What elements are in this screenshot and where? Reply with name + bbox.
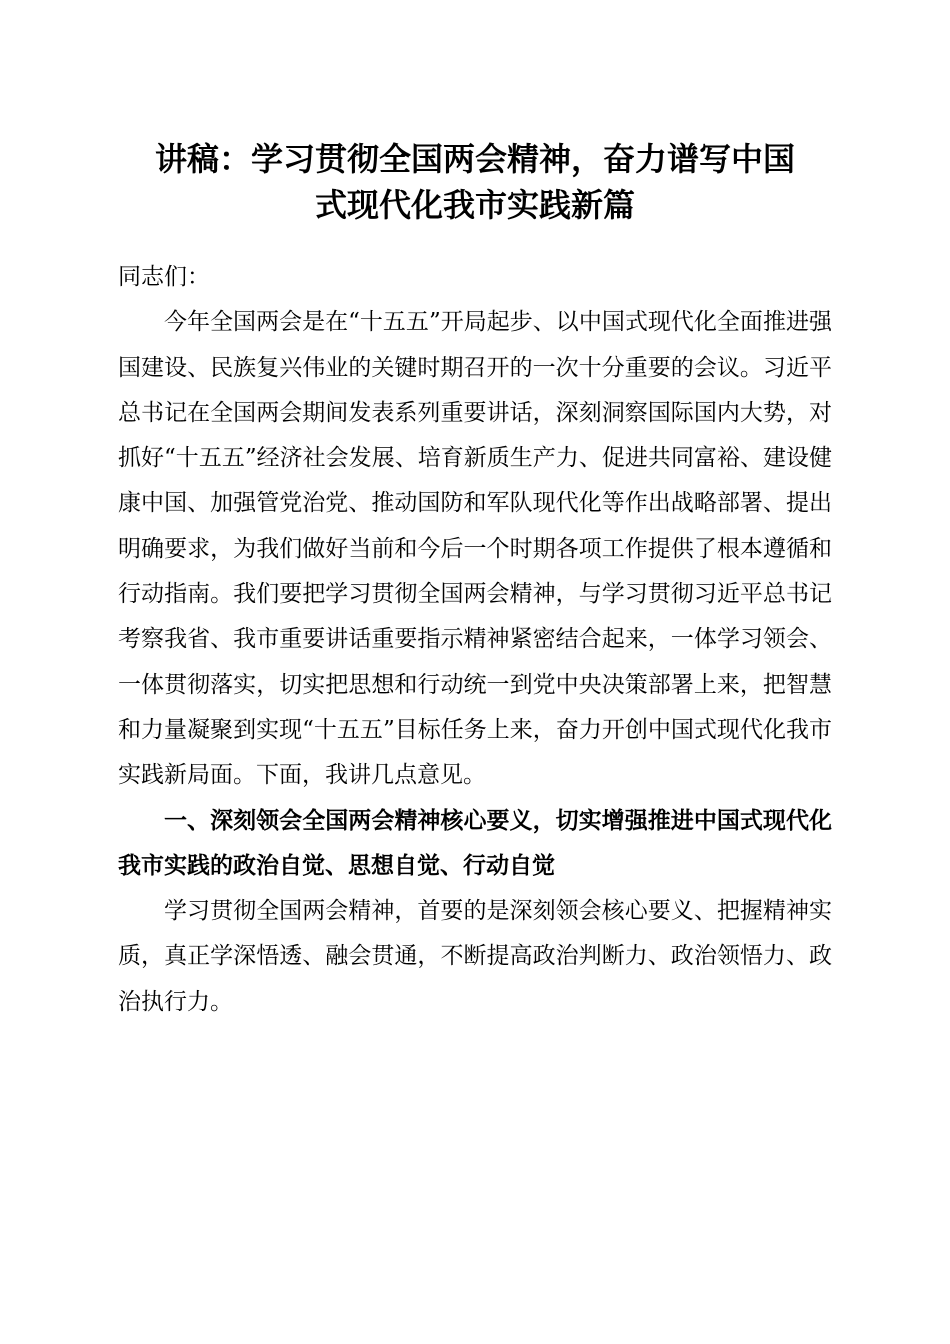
section-heading-1: 一、深刻领会全国两会精神核心要义，切实增强推进中国式现代化我市实践的政治自觉、思想自觉、行动自觉 xyxy=(118,807,832,879)
paragraph-section-1: 学习贯彻全国两会精神，首要的是深刻领会核心要义、把握精神实质，真正学深悟透、融会贯通，不断提高政治判断力、政治领悟力、政治执行力。 xyxy=(118,898,832,1015)
title-line-2: 式现代化我市实践新篇 xyxy=(314,186,635,224)
document-body xyxy=(118,255,832,1025)
title-line-1: 讲稿：学习贯彻全国两会精神，奋力谱写中国 xyxy=(154,140,795,178)
salutation: 同志们： xyxy=(118,264,210,290)
paragraph-intro: 今年全国两会是在“十五五”开局起步、以中国式现代化全面推进强国建设、民族复兴伟业的关键时期召开的一次十分重要的会议。习近平总书记在全国两会期间发表系列重要讲话，深刻洞察国际国内大势，对抓好“十五五”经济社会发展、培育新质生产力、促进共同富裕、建设健康中国、加强管党治党、推动国防和军队现代化等作出战略部署、提出明确要求，为我们做好当前和今后一个时期各项工作提供了根本遵循和行动指南。我们要把学习贯彻全国两会精神，与学习贯彻习近平总书记考察我省、我市重要讲话重要指示精神紧密结合起来，一体学习领会、一体贯彻落实，切实把思想和行动统一到党中央决策部署上来，把智慧和力量凝聚到实现“十五五”目标任务上来，奋力开创中国式现代化我市实践新局面。下面，我讲几点意见。 xyxy=(118,309,832,789)
document-title xyxy=(118,136,832,228)
